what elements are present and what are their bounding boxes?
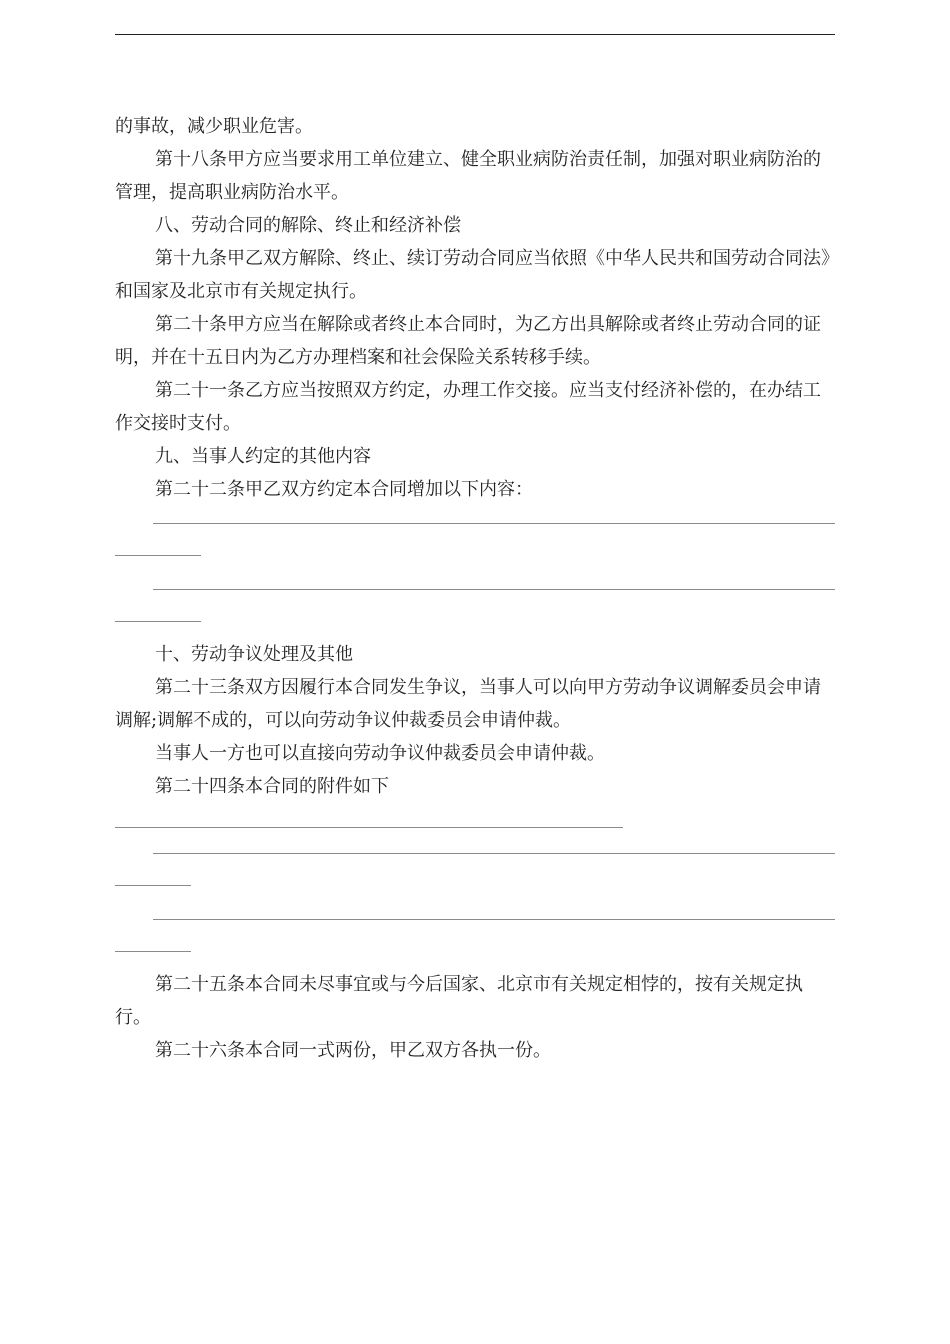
header-rule xyxy=(115,34,835,35)
paragraph: 当事人一方也可以直接向劳动争议仲裁委员会申请仲裁。 xyxy=(155,743,605,764)
paragraph: 第二十二条甲乙双方约定本合同增加以下内容： xyxy=(155,479,533,500)
fill-in-blank-line xyxy=(115,572,835,605)
underline-rule xyxy=(115,827,623,828)
fill-in-blank-line xyxy=(115,836,835,869)
fill-in-blank-line xyxy=(115,902,835,935)
paragraph: 第二十六条本合同一式两份，甲乙双方各执一份。 xyxy=(155,1040,551,1061)
underline-rule xyxy=(153,853,835,854)
paragraph: 九、当事人约定的其他内容 xyxy=(155,446,371,467)
underline-rule xyxy=(115,621,201,622)
paragraph: 第二十一条乙方应当按照双方约定，办理工作交接。应当支付经济补偿的，在办结工作交接时支付。 xyxy=(115,380,821,434)
document-body xyxy=(115,110,835,1067)
paragraph: 第二十四条本合同的附件如下 xyxy=(155,776,389,797)
underline-rule xyxy=(115,885,191,886)
paragraph: 第十九条甲乙双方解除、终止、续订劳动合同应当依照《中华人民共和国劳动合同法》和国家及北京市有关规定执行。 xyxy=(115,248,830,302)
paragraph: 十、劳动争议处理及其他 xyxy=(155,644,353,665)
fill-in-blank-line xyxy=(115,803,835,836)
paragraph: 第二十条甲方应当在解除或者终止本合同时，为乙方出具解除或者终止劳动合同的证明，并在十五日内为乙方办理档案和社会保险关系转移手续。 xyxy=(115,314,821,368)
paragraph: 八、劳动合同的解除、终止和经济补偿 xyxy=(155,215,461,236)
paragraph: 第十八条甲方应当要求用工单位建立、健全职业病防治责任制，加强对职业病防治的管理，提高职业病防治水平。 xyxy=(115,149,821,203)
paragraph: 的事故，减少职业危害。 xyxy=(115,116,313,137)
underline-rule xyxy=(153,523,835,524)
underline-rule xyxy=(153,919,835,920)
fill-in-blank-line xyxy=(115,935,835,968)
paragraph: 第二十五条本合同未尽事宜或与今后国家、北京市有关规定相悖的，按有关规定执行。 xyxy=(115,974,803,1028)
paragraph: 第二十三条双方因履行本合同发生争议，当事人可以向甲方劳动争议调解委员会申请调解;调解不成的，可以向劳动争议仲裁委员会申请仲裁。 xyxy=(115,677,821,731)
fill-in-blank-line xyxy=(115,869,835,902)
fill-in-blank-line xyxy=(115,506,835,539)
underline-rule xyxy=(115,951,191,952)
fill-in-blank-line xyxy=(115,539,835,572)
underline-rule xyxy=(153,589,835,590)
underline-rule xyxy=(115,555,201,556)
fill-in-blank-line xyxy=(115,605,835,638)
